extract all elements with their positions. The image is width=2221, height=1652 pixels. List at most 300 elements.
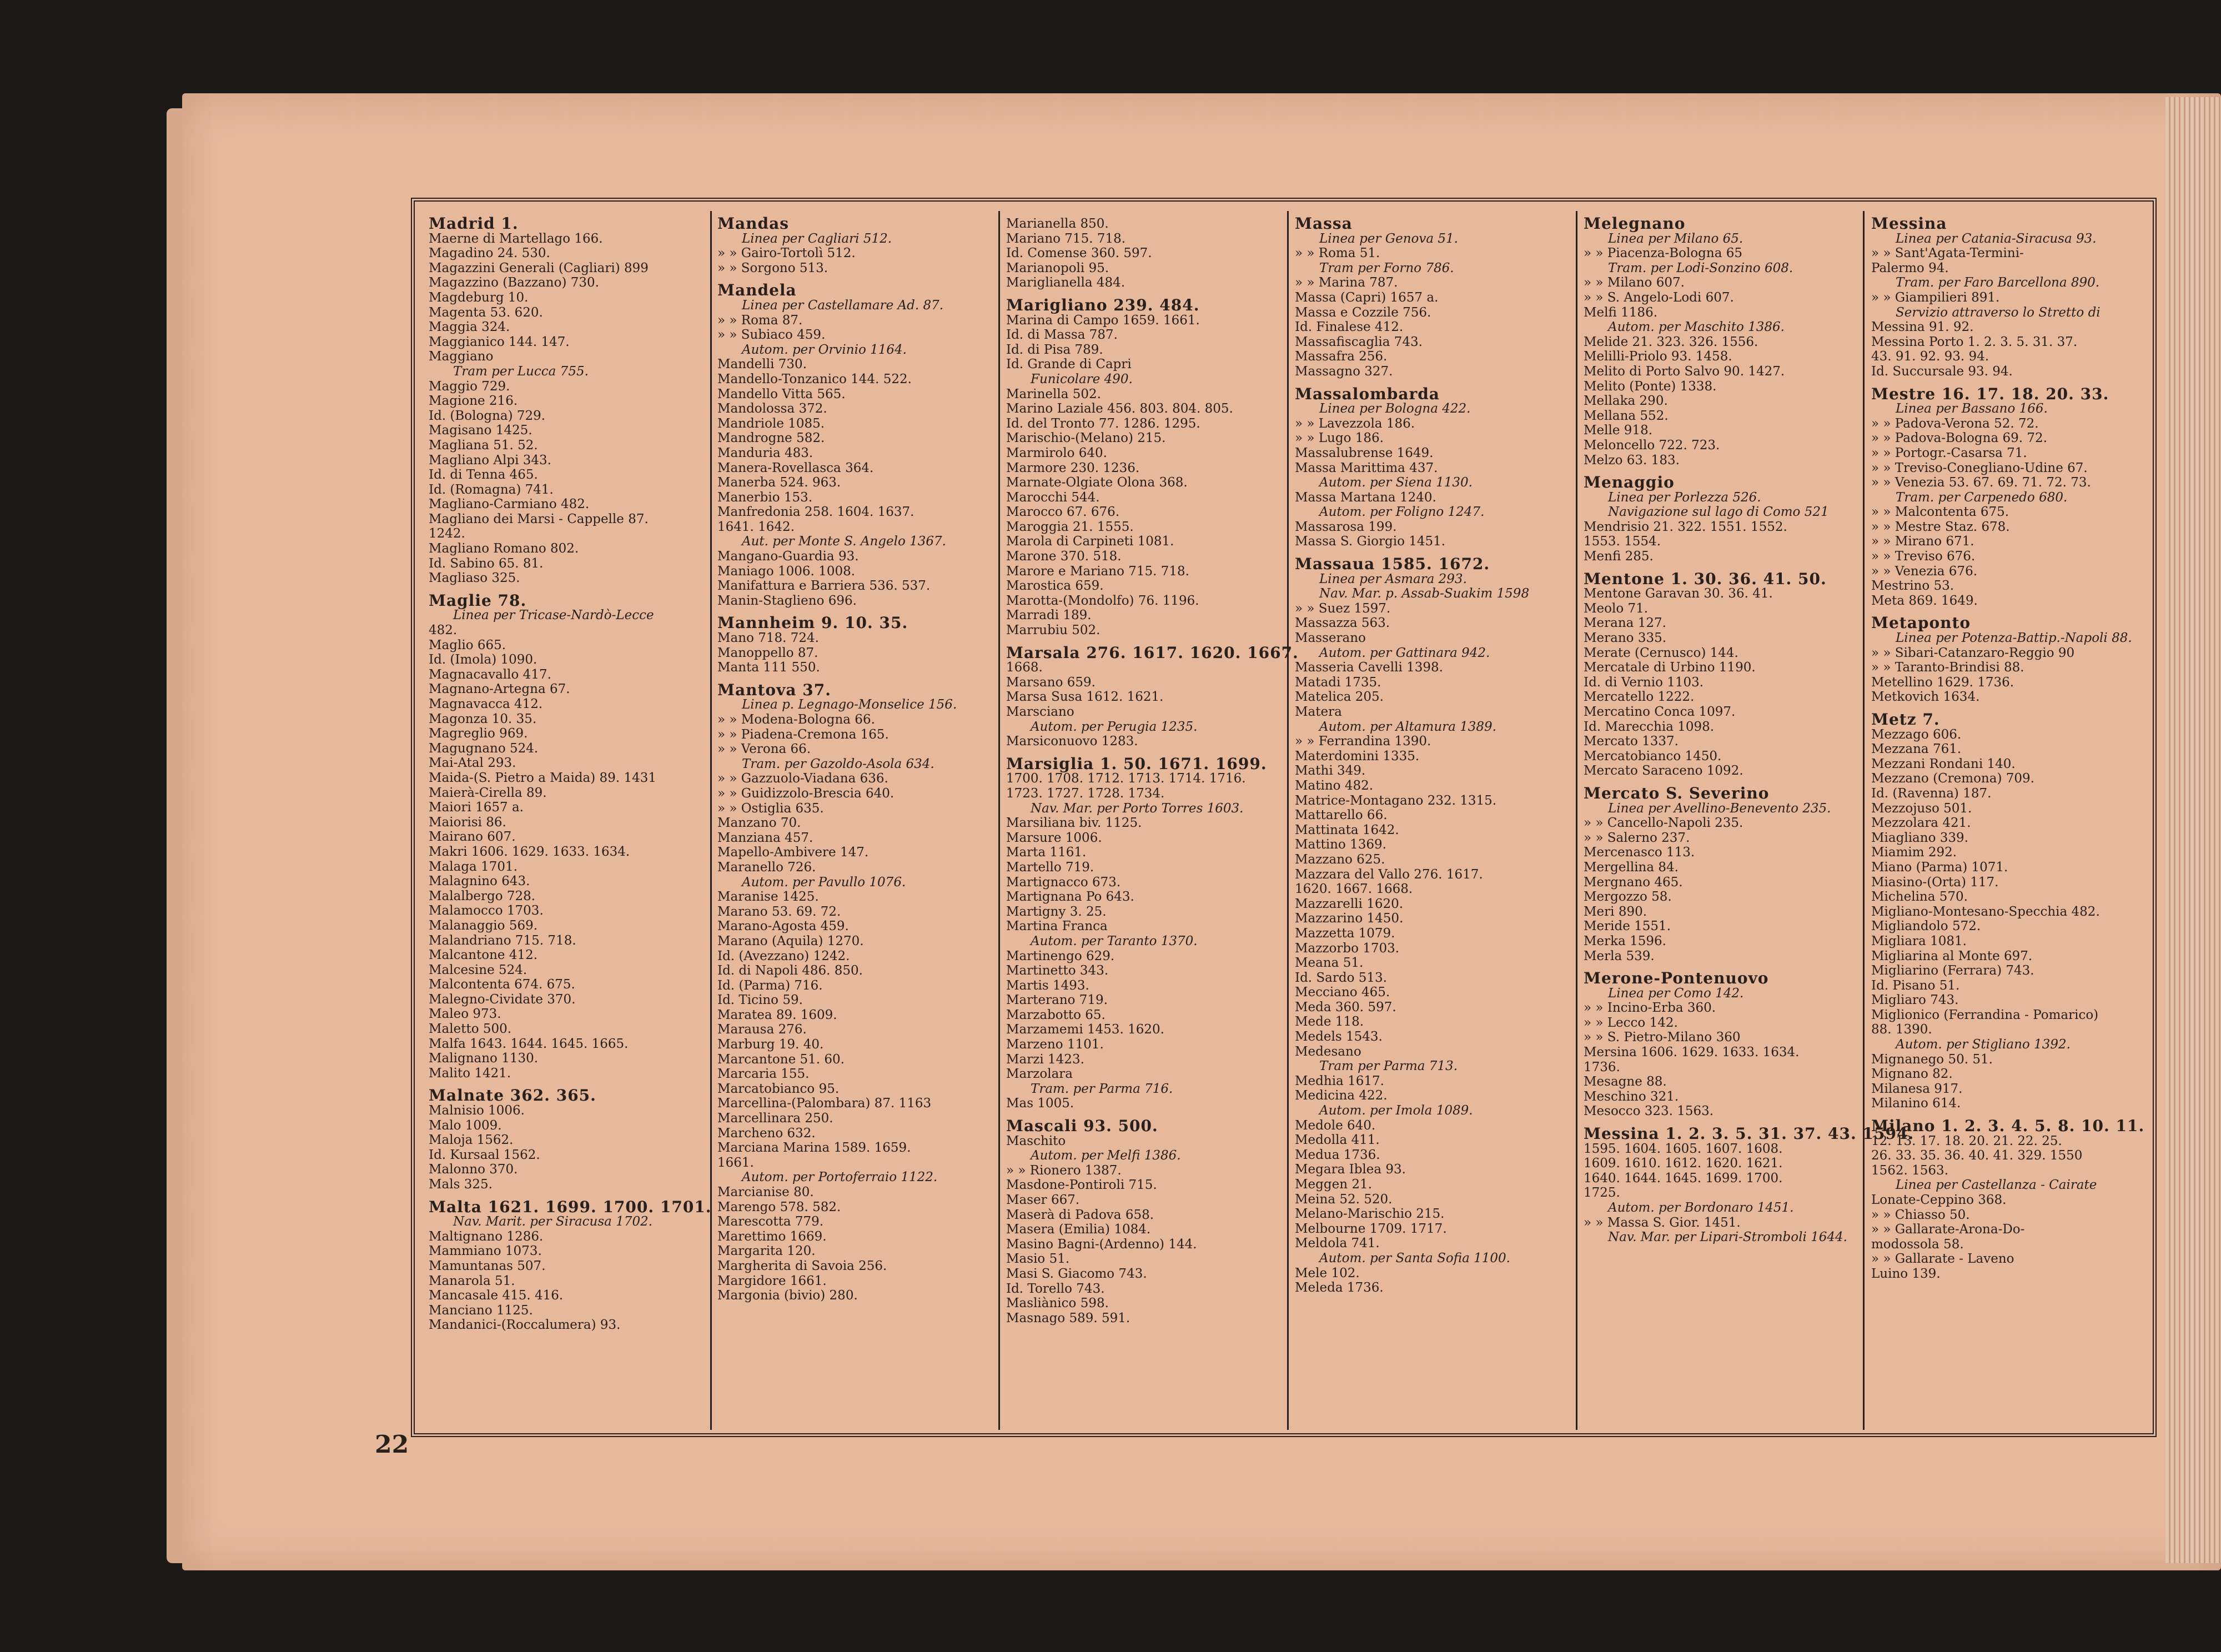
index-entry: Melano-Marischio 215. <box>1295 1207 1445 1222</box>
index-entry: Autom. per Siena 1130. <box>1319 475 1473 490</box>
index-entry: » » Mirano 671. <box>1871 534 1974 549</box>
index-entry: Mergellina 84. <box>1584 860 1679 875</box>
index-entry: Marcellinara 250. <box>717 1111 833 1126</box>
index-entry: Masdone-Pontiroli 715. <box>1006 1178 1157 1193</box>
index-entry: Mergozzo 58. <box>1584 890 1672 905</box>
index-entry: Mercato 1337. <box>1584 734 1679 749</box>
index-entry: Massa e Cozzile 756. <box>1295 305 1431 320</box>
index-entry: Mano 718. 724. <box>717 631 819 646</box>
station-heading: Marsiglia 1. 50. 1671. 1699. <box>1006 754 1267 773</box>
index-entry: Magenta 53. 620. <box>429 305 543 320</box>
index-column-2 <box>717 214 992 1433</box>
index-entry: Marettimo 1669. <box>717 1229 827 1244</box>
index-entry: Autom. per Perugia 1235. <box>1031 719 1198 734</box>
index-entry: Melfi 1186. <box>1584 305 1658 320</box>
index-entry: Massa Martana 1240. <box>1295 490 1436 505</box>
index-entry: » » Lugo 186. <box>1295 431 1384 446</box>
index-entry: Marano 53. 69. 72. <box>717 904 841 919</box>
index-entry: » » Sibari-Catanzaro-Reggio 90 <box>1871 645 2075 660</box>
station-heading: Massa <box>1295 214 1353 233</box>
index-entry: Masnago 589. 591. <box>1006 1310 1130 1325</box>
index-entry: Migliandolo 572. <box>1871 919 1981 934</box>
index-entry: Mangano-Guardia 93. <box>717 549 859 564</box>
index-entry: Medicina 422. <box>1295 1088 1388 1103</box>
index-entry: Maleo 973. <box>429 1007 501 1022</box>
index-entry: 1661. <box>717 1155 754 1170</box>
index-entry: Massagno 327. <box>1295 364 1393 379</box>
index-entry: Id. Pisano 51. <box>1871 978 1960 993</box>
index-entry: Marina di Campo 1659. 1661. <box>1006 313 1200 328</box>
station-heading: Marsala 276. 1617. 1620. 1667. <box>1006 643 1299 662</box>
index-entry: 26. 33. 35. 36. 40. 41. 329. 1550 <box>1871 1148 2083 1163</box>
station-heading: Mandela <box>717 281 797 300</box>
index-entry: Marola di Carpineti 1081. <box>1006 534 1174 549</box>
index-entry: Palermo 94. <box>1871 260 1949 275</box>
index-entry: » » Portogr.-Casarsa 71. <box>1871 445 2027 460</box>
index-entry: Matino 482. <box>1295 778 1374 793</box>
index-entry: Melzo 63. 183. <box>1584 453 1680 468</box>
index-entry: Id. Succursale 93. 94. <box>1871 364 2013 379</box>
index-entry: Id. Sardo 513. <box>1295 970 1387 985</box>
index-entry: Mai-Atal 293. <box>429 756 516 771</box>
index-entry: Autom. per Foligno 1247. <box>1319 505 1485 520</box>
index-entry: Mandriole 1085. <box>717 416 825 431</box>
index-entry: Mazzarelli 1620. <box>1295 896 1404 911</box>
index-entry: Linea per Castellamare Ad. 87. <box>742 298 944 313</box>
index-entry: Mersina 1606. 1629. 1633. 1634. <box>1584 1045 1800 1060</box>
index-entry: Id. Finalese 412. <box>1295 320 1404 335</box>
index-entry: Meina 52. 520. <box>1295 1192 1393 1207</box>
index-entry: Massa Marittima 437. <box>1295 460 1438 475</box>
station-heading: Milano 1. 2. 3. 4. 5. 8. 10. 11. <box>1871 1117 2145 1136</box>
index-entry: Meride 1551. <box>1584 919 1671 934</box>
index-entry: 1640. 1644. 1645. 1699. 1700. <box>1584 1171 1783 1186</box>
index-entry: Mellaka 290. <box>1584 394 1668 409</box>
index-entry: Manin-Staglieno 696. <box>717 593 857 608</box>
index-entry: Metkovich 1634. <box>1871 690 1980 705</box>
index-entry: Maida-(S. Pietro a Maida) 89. 1431 <box>429 770 656 785</box>
index-entry: Merla 539. <box>1584 948 1655 963</box>
index-entry: 1668. <box>1006 660 1043 675</box>
index-entry: Mariano 715. 718. <box>1006 231 1126 246</box>
index-entry: Matelica 205. <box>1295 690 1384 705</box>
index-entry: Masera (Emilia) 1084. <box>1006 1222 1151 1237</box>
index-entry: Martignacco 673. <box>1006 875 1121 890</box>
index-entry: Malamocco 1703. <box>429 903 544 918</box>
index-entry: Miasino-(Orta) 117. <box>1871 875 1999 890</box>
index-entry: Marzabotto 65. <box>1006 1007 1106 1022</box>
index-entry: Meana 51. <box>1295 956 1364 971</box>
index-entry: Massazza 563. <box>1295 616 1390 631</box>
index-entry: Marsiliana biv. 1125. <box>1006 816 1142 831</box>
index-entry: Masserano <box>1295 631 1366 646</box>
index-entry: Meleda 1736. <box>1295 1281 1384 1296</box>
index-entry: Marnate-Olgiate Olona 368. <box>1006 475 1188 490</box>
index-entry: 12. 13. 17. 18. 20. 21. 22. 25. <box>1871 1133 2062 1148</box>
index-entry: Marsure 1006. <box>1006 830 1102 845</box>
index-entry: Migliaro 743. <box>1871 993 1959 1008</box>
index-entry: Autom. per Santa Sofia 1100. <box>1319 1251 1510 1266</box>
index-entry: Manzano 70. <box>717 816 801 831</box>
index-entry: Melbourne 1709. 1717. <box>1295 1221 1447 1236</box>
index-entry: Marzeno 1101. <box>1006 1037 1104 1052</box>
index-entry: 1723. 1727. 1728. 1734. <box>1006 786 1165 801</box>
index-entry: Mandanici-(Roccalumera) 93. <box>429 1318 621 1333</box>
column-separator <box>1576 211 1577 1430</box>
index-entry: Autom. per Taranto 1370. <box>1031 933 1198 948</box>
index-entry: » » Lavezzola 186. <box>1295 416 1415 431</box>
index-entry: Magazzino (Bazzano) 730. <box>429 275 599 290</box>
index-entry: Mandello Vitta 565. <box>717 386 846 401</box>
index-entry: Mandello-Tonzanico 144. 522. <box>717 371 912 386</box>
index-entry: Maggio 729. <box>429 379 510 394</box>
index-entry: Mercatino Conca 1097. <box>1584 705 1736 719</box>
station-heading: Mercato S. Severino <box>1584 784 1770 802</box>
index-entry: Marianopoli 95. <box>1006 260 1109 275</box>
index-entry: Mentone Garavan 30. 36. 41. <box>1584 586 1773 601</box>
index-entry: » » Marina 787. <box>1295 275 1398 290</box>
index-entry: Linea per Tricase-Nardò-Lecce <box>453 608 654 623</box>
index-entry: » » Chiasso 50. <box>1871 1207 1970 1222</box>
index-entry: Martis 1493. <box>1006 978 1089 993</box>
index-entry: Id. (Ravenna) 187. <box>1871 786 1992 801</box>
index-entry: Martinetto 343. <box>1006 963 1109 978</box>
index-entry: Linea p. Legnago-Monselice 156. <box>742 697 957 712</box>
index-entry: Masseria Cavelli 1398. <box>1295 660 1443 675</box>
index-entry: Marcantone 51. 60. <box>717 1052 845 1067</box>
index-entry: Malonno 370. <box>429 1162 518 1177</box>
index-entry: 482. <box>429 623 458 638</box>
index-entry: » » Gazzuolo-Viadana 636. <box>717 771 888 786</box>
index-entry: Massarosa 199. <box>1295 519 1397 534</box>
index-entry: Matera <box>1295 705 1342 719</box>
index-entry: Malanaggio 569. <box>429 918 538 933</box>
index-entry: Meggen 21. <box>1295 1177 1372 1192</box>
index-entry: Marostica 659. <box>1006 579 1104 594</box>
index-entry: Medole 640. <box>1295 1118 1376 1133</box>
index-entry: » » Guidizzolo-Brescia 640. <box>717 786 895 801</box>
index-entry: Merana 127. <box>1584 616 1666 631</box>
station-heading: Melegnano <box>1584 214 1686 233</box>
index-entry: Maserà di Padova 658. <box>1006 1207 1154 1222</box>
index-entry: Mendrisio 21. 322. 1551. 1552. <box>1584 519 1787 534</box>
index-entry: Tram. per Faro Barcellona 890. <box>1896 275 2100 290</box>
index-entry: Malegno-Cividate 370. <box>429 992 576 1007</box>
index-entry: 43. 91. 92. 93. 94. <box>1871 349 1989 364</box>
index-entry: Linea per Catania-Siracusa 93. <box>1896 231 2097 246</box>
index-entry: Manera-Rovellasca 364. <box>717 460 874 475</box>
page-number: 22 <box>375 1430 409 1459</box>
index-entry: Linea per Asmara 293. <box>1319 571 1467 586</box>
index-entry: Id. Grande di Capri <box>1006 357 1132 372</box>
index-entry: Mellana 552. <box>1584 408 1669 423</box>
station-heading: Malta 1621. 1699. 1700. 1701. <box>429 1197 712 1216</box>
station-heading: Mannheim 9. 10. 35. <box>717 614 908 632</box>
index-entry: Marino Laziale 456. 803. 804. 805. <box>1006 401 1233 416</box>
index-entry: Mairano 607. <box>429 830 516 845</box>
index-entry: 1620. 1667. 1668. <box>1295 882 1413 897</box>
index-entry: Malo 1009. <box>429 1118 502 1133</box>
index-entry: Navigazione sul lago di Como 521 <box>1608 505 1829 520</box>
index-entry: Manerba 524. 963. <box>717 475 841 490</box>
index-entry: Maltignano 1286. <box>429 1229 544 1244</box>
index-entry: Mezzojuso 501. <box>1871 801 1972 816</box>
index-entry: Magliano-Carmiano 482. <box>429 497 590 512</box>
index-entry: Linea per Bologna 422. <box>1319 401 1471 416</box>
index-entry: Meri 890. <box>1584 904 1647 919</box>
index-entry: Maggia 324. <box>429 320 510 335</box>
index-entry: Mercatale di Urbino 1190. <box>1584 660 1756 675</box>
index-entry: Servizio attraverso lo Stretto di <box>1896 305 2101 320</box>
station-heading: Mantova 37. <box>717 680 831 699</box>
index-entry: Marta 1161. <box>1006 845 1087 860</box>
station-heading: Mentone 1. 30. 36. 41. 50. <box>1584 569 1827 588</box>
index-entry: 1553. 1554. <box>1584 534 1661 549</box>
index-entry: Id. di Pisa 789. <box>1006 342 1103 357</box>
index-entry: Marischio-(Melano) 215. <box>1006 431 1166 446</box>
index-entry: Messina 91. 92. <box>1871 320 1974 335</box>
index-entry: Id. Ticino 59. <box>717 993 803 1008</box>
index-entry: Magliana 51. 52. <box>429 438 538 453</box>
index-entry: Mazzara del Vallo 276. 1617. <box>1295 867 1483 882</box>
index-entry: Linea per Cagliari 512. <box>742 231 892 246</box>
station-heading: Merone-Pontenuovo <box>1584 969 1769 988</box>
index-entry: Maniago 1006. 1008. <box>717 564 856 579</box>
index-entry: Marano (Aquila) 1270. <box>717 933 864 948</box>
index-entry: » » S. Pietro-Milano 360 <box>1584 1030 1741 1045</box>
index-entry: Medels 1543. <box>1295 1030 1383 1045</box>
index-entry: Funicolare 490. <box>1031 371 1133 386</box>
index-entry: Massafiscaglia 743. <box>1295 334 1423 349</box>
column-separator <box>998 211 1000 1430</box>
index-entry: Meldola 741. <box>1295 1236 1380 1251</box>
index-entry: Marinella 502. <box>1006 386 1101 401</box>
index-entry: Martinengo 629. <box>1006 948 1115 963</box>
index-entry: Magadino 24. 530. <box>429 246 550 261</box>
index-entry: Autom. per Stigliano 1392. <box>1896 1037 2071 1052</box>
index-entry: Aut. per Monte S. Angelo 1367. <box>742 534 946 549</box>
index-entry: Manta 111 550. <box>717 660 820 675</box>
station-heading: Madrid 1. <box>429 214 519 233</box>
index-entry: » » Salerno 237. <box>1584 830 1690 845</box>
index-entry: Maroggia 21. 1555. <box>1006 519 1134 534</box>
index-entry: Marausa 276. <box>717 1022 807 1037</box>
column-separator <box>1287 211 1289 1430</box>
index-entry: Manduria 483. <box>717 445 813 460</box>
index-entry: Marmore 230. 1236. <box>1006 460 1140 475</box>
index-entry: Lonate-Ceppino 368. <box>1871 1193 2007 1207</box>
index-entry: Id. (Bologna) 729. <box>429 408 546 423</box>
index-entry: Malcontenta 674. 675. <box>429 977 575 992</box>
index-entry: Margherita di Savoia 256. <box>717 1258 887 1273</box>
index-entry: Manciano 1125. <box>429 1303 533 1318</box>
index-entry: » » Gallarate - Laveno <box>1871 1252 2014 1267</box>
index-entry: Merka 1596. <box>1584 933 1666 948</box>
index-entry: Mathi 349. <box>1295 764 1366 779</box>
index-entry: » » Verona 66. <box>717 742 811 757</box>
index-entry: Mezzago 606. <box>1871 727 1962 742</box>
index-entry: Linea per Castellanza - Cairate <box>1896 1178 2097 1193</box>
index-entry: » » Gairo-Tortolì 512. <box>717 246 856 261</box>
index-entry: 1736. <box>1584 1060 1620 1074</box>
index-entry: Malalbergo 728. <box>429 888 536 903</box>
index-entry: 1562. 1563. <box>1871 1163 1948 1178</box>
page-edges <box>2165 97 2221 1563</box>
index-entry: Masliànico 598. <box>1006 1296 1109 1311</box>
index-entry: Miglionico (Ferrandina - Pomarico) <box>1871 1007 2099 1022</box>
index-entry: Mazzetta 1079. <box>1295 926 1395 941</box>
index-entry: Mattino 1369. <box>1295 837 1386 852</box>
index-entry: Magreglio 969. <box>429 726 528 741</box>
index-entry: Magnacavallo 417. <box>429 667 551 682</box>
index-entry: Marsciano <box>1006 705 1074 719</box>
index-entry: Manarola 51. <box>429 1273 515 1288</box>
index-entry: Id. Torello 743. <box>1006 1281 1105 1296</box>
index-entry: Mezzani Rondani 140. <box>1871 756 2016 771</box>
index-entry: Mazzano 625. <box>1295 852 1385 867</box>
index-entry: Nav. Mar. per Porto Torres 1603. <box>1031 801 1244 816</box>
index-entry: Massa S. Giorgio 1451. <box>1295 534 1446 549</box>
index-entry: Magdeburg 10. <box>429 290 529 305</box>
index-entry: Meta 869. 1649. <box>1871 593 1978 608</box>
index-entry: Medolla 411. <box>1295 1133 1380 1148</box>
index-entry: Mecciano 465. <box>1295 985 1390 1000</box>
index-entry: Massa (Capri) 1657 a. <box>1295 290 1439 305</box>
index-entry: Masino Bagni-(Ardenno) 144. <box>1006 1237 1197 1252</box>
index-entry: Mezzana 761. <box>1871 742 1962 757</box>
index-entry: » » Roma 51. <box>1295 246 1380 261</box>
index-entry: Mignano 82. <box>1871 1067 1953 1082</box>
index-entry: Maloja 1562. <box>429 1133 514 1148</box>
index-entry: Mede 118. <box>1295 1015 1364 1030</box>
station-heading: Menaggio <box>1584 473 1675 492</box>
index-entry: 1725. <box>1584 1186 1620 1201</box>
index-entry: Nav. Marit. per Siracusa 1702. <box>453 1214 653 1229</box>
index-entry: » » S. Angelo-Lodi 607. <box>1584 290 1734 305</box>
index-column-6 <box>1871 214 2146 1433</box>
index-entry: Id. (Imola) 1090. <box>429 652 537 667</box>
index-column-1 <box>429 214 712 1433</box>
index-entry: Id. di Massa 787. <box>1006 328 1118 343</box>
index-entry: Marone 370. 518. <box>1006 549 1122 564</box>
index-entry: Martello 719. <box>1006 860 1094 875</box>
index-entry: Matadi 1735. <box>1295 675 1381 690</box>
index-entry: Magazzini Generali (Cagliari) 899 <box>429 260 649 275</box>
index-entry: » » Treviso 676. <box>1871 549 1976 564</box>
index-entry: Linea per Porlezza 526. <box>1608 490 1761 505</box>
index-entry: Mesocco 323. 1563. <box>1584 1104 1714 1119</box>
index-entry: Tram per Forno 786. <box>1319 260 1454 275</box>
index-entry: Maranello 726. <box>717 860 816 875</box>
station-heading: Malnate 362. 365. <box>429 1086 596 1105</box>
index-entry: Massafra 256. <box>1295 349 1388 364</box>
index-entry: Id. (Avezzano) 1242. <box>717 948 850 963</box>
index-entry: Milanino 614. <box>1871 1096 1961 1111</box>
index-entry: Magnano-Artegna 67. <box>429 682 570 697</box>
index-entry: Marcatobianco 95. <box>717 1081 840 1096</box>
index-entry: Mergnano 465. <box>1584 875 1683 890</box>
index-entry: Michelina 570. <box>1871 890 1968 905</box>
index-entry: Id. (Parma) 716. <box>717 978 823 993</box>
index-entry: Mercato Saraceno 1092. <box>1584 764 1743 779</box>
index-entry: Melito di Porto Salvo 90. 1427. <box>1584 364 1785 379</box>
index-entry: Medua 1736. <box>1295 1147 1380 1162</box>
index-entry: Mezzolara 421. <box>1871 816 1971 831</box>
index-entry: » » Sant'Agata-Termini- <box>1871 246 2024 261</box>
index-entry: Tram. per Carpenedo 680. <box>1896 490 2068 505</box>
index-entry: Malfa 1643. 1644. 1645. 1665. <box>429 1036 629 1051</box>
index-entry: Melito (Ponte) 1338. <box>1584 379 1717 394</box>
index-entry: » » Venezia 676. <box>1871 564 1978 579</box>
index-entry: Malagnino 643. <box>429 874 530 889</box>
index-entry: Mapello-Ambivere 147. <box>717 845 869 860</box>
index-entry: Magliano Romano 802. <box>429 541 579 556</box>
index-entry: Id. Comense 360. 597. <box>1006 246 1152 261</box>
index-entry: » » Sorgono 513. <box>717 260 828 275</box>
index-entry: » » Lecco 142. <box>1584 1015 1678 1030</box>
index-entry: » » Incino-Erba 360. <box>1584 1001 1716 1016</box>
index-entry: Tram. per Lodi-Sonzino 608. <box>1608 260 1793 275</box>
index-entry: Magione 216. <box>429 394 518 409</box>
index-entry: Nav. Mar. per Lipari-Stromboli 1644. <box>1608 1230 1847 1245</box>
index-entry: Linea per Potenza-Battip.-Napoli 88. <box>1896 631 2132 646</box>
index-entry: 1700. 1708. 1712. 1713. 1714. 1716. <box>1006 771 1246 786</box>
index-entry: 1595. 1604. 1605. 1607. 1608. <box>1584 1141 1783 1156</box>
index-entry: Mercatello 1222. <box>1584 690 1695 705</box>
index-entry: Melide 21. 323. 326. 1556. <box>1584 334 1758 349</box>
index-entry: Nav. Mar. p. Assab-Suakim 1598 <box>1319 586 1530 601</box>
index-entry: Marsano 659. <box>1006 675 1096 690</box>
index-entry: Autom. per Imola 1089. <box>1319 1103 1473 1118</box>
index-entry: Id. di Napoli 486. 850. <box>717 963 863 978</box>
index-entry: Marradi 189. <box>1006 608 1092 623</box>
index-entry: Autom. per Portoferraio 1122. <box>742 1170 938 1185</box>
index-entry: Milanesa 917. <box>1871 1081 1963 1096</box>
index-entry: Merate (Cernusco) 144. <box>1584 645 1738 660</box>
index-entry: Mandelli 730. <box>717 357 807 372</box>
index-entry: Marengo 578. 582. <box>717 1199 841 1214</box>
index-entry: Magisano 1425. <box>429 423 532 438</box>
station-heading: Metaponto <box>1871 614 1971 632</box>
index-entry: Marsiconuovo 1283. <box>1006 734 1138 749</box>
index-entry: Miamim 292. <box>1871 845 1957 860</box>
station-heading: Messina <box>1871 214 1947 233</box>
index-entry: Autom. per Melfi 1386. <box>1031 1148 1181 1163</box>
index-entry: Tram. per Gazoldo-Asola 634. <box>742 756 934 771</box>
index-entry: Luino 139. <box>1871 1266 1941 1281</box>
index-entry: » » Giampilieri 891. <box>1871 290 2000 305</box>
index-entry: Margarita 120. <box>717 1244 816 1259</box>
index-entry: » » Venezia 53. 67. 69. 71. 72. 73. <box>1871 475 2091 490</box>
index-entry: Marore e Mariano 715. 718. <box>1006 564 1189 579</box>
index-entry: Mercatobianco 1450. <box>1584 749 1722 764</box>
index-entry: Magugnano 524. <box>429 741 539 756</box>
index-entry: Maglio 665. <box>429 637 506 652</box>
index-entry: Marzamemi 1453. 1620. <box>1006 1022 1164 1037</box>
index-entry: Tram per Lucca 755. <box>453 364 589 379</box>
index-entry: Massalubrense 1649. <box>1295 445 1434 460</box>
index-entry: Megara Iblea 93. <box>1295 1162 1406 1177</box>
index-entry: Mignanego 50. 51. <box>1871 1052 1993 1067</box>
index-entry: Maletto 500. <box>429 1022 512 1037</box>
index-entry: Autom. per Pavullo 1076. <box>742 875 906 890</box>
index-entry: Manfredonia 258. 1604. 1637. <box>717 505 914 520</box>
index-entry: Mesagne 88. <box>1584 1074 1667 1089</box>
index-entry: Meloncello 722. 723. <box>1584 438 1720 453</box>
index-entry: Mammiano 1073. <box>429 1244 542 1259</box>
index-entry: Matrice-Montagano 232. 1315. <box>1295 793 1497 808</box>
index-entry: Mattarello 66. <box>1295 808 1388 823</box>
